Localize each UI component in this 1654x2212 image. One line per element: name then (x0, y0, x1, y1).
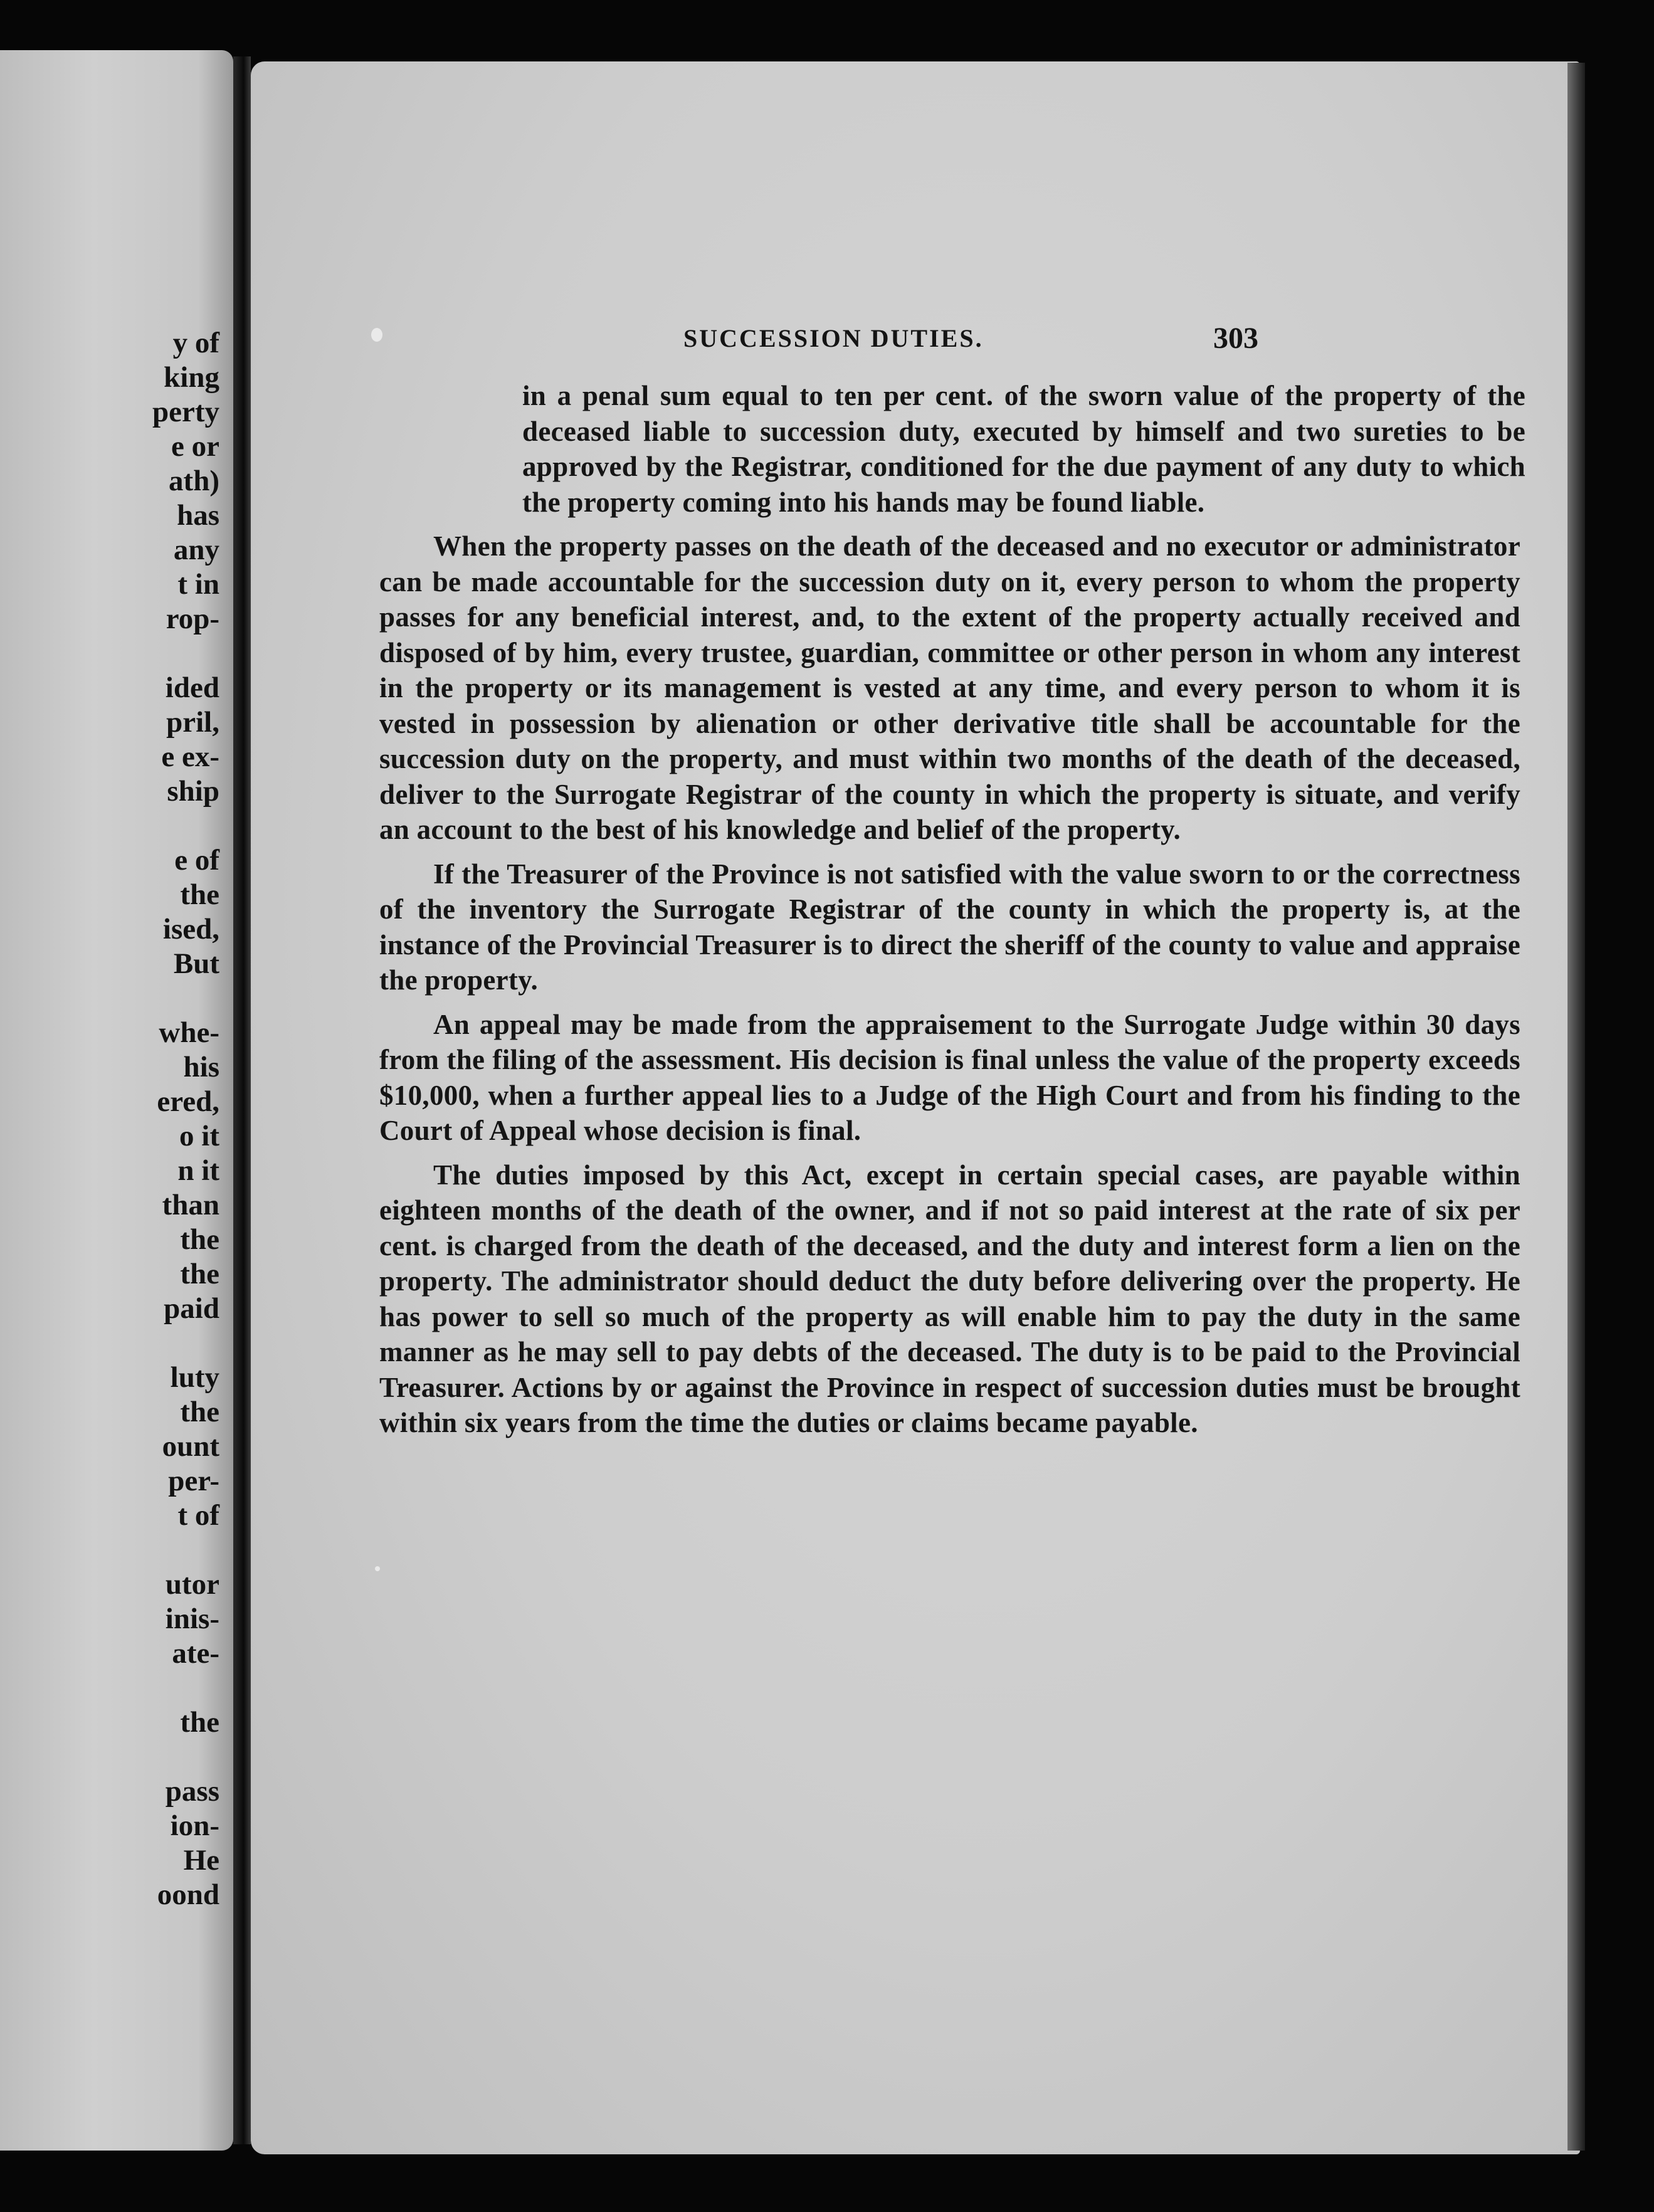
left-page-line-fragment: ath) (169, 465, 219, 497)
paragraph-duties-payable: The duties imposed by this Act, except in certain special cases, are payable within eighteen months of the death of the owner, and if not so paid interest at the rate of six per cent. is charged from the death of the deceased, and the duty and interest form a lien on the property. The administrator should deduct the duty before delivering over the property. He has power to sell so much of the property as will enable him to pay the duty in the same manner as he may sell to pay debts of the deceased. The duty is to be paid to the Provincial Treasurer. Actions by or against the Province in respect of succession duties must be brought within six years from the time the duties or claims became payable. (379, 1159, 1520, 1438)
running-head: SUCCESSION DUTIES. (683, 324, 984, 352)
left-page-line-fragment: than (162, 1189, 219, 1221)
paragraph-no-executor: When the property passes on the death of the deceased and no executor or administrator can be made accountable for the succession duty on it, every person to whom the property passes for any beneficial interest, and, to the extent of the property actually received and disposed of by him, every trustee, guardian, committee or other person in whom any interest in the property or its management is vested at any time, and every person to whom it is vested in possession by alienation or other derivative title shall be accountable for the succession duty on the property, and must within two months of the death of the deceased, deliver to the Surrogate Registrar of the county in which the property is situate, and verify an account to the best of his knowledge and belief of the property. (379, 530, 1520, 845)
left-page-line-fragment: rop- (166, 603, 219, 635)
page-header (251, 324, 1580, 361)
left-page-line-fragment: t in (177, 568, 219, 601)
left-page-line-fragment: any (173, 534, 219, 566)
left-page-line-fragment (6, 981, 219, 1016)
left-page-line-fragment (6, 1740, 219, 1774)
left-page-line-fragment: the (180, 1396, 219, 1428)
page-edge-shadow (1567, 63, 1585, 2151)
paragraph-treasurer: If the Treasurer of the Province is not satisfied with the value sworn to or the correctness of the inventory the Surrogate Registrar of the county in which the property is, at the instance of the Provincial Treasurer is to direct the sheriff of the county to value and appraise the property. (379, 858, 1520, 996)
left-page-line-fragment: paid (164, 1292, 219, 1325)
left-page-line-fragment: pril, (166, 706, 219, 739)
left-page-line-fragment (6, 1326, 219, 1361)
paragraph-appeal: An appeal may be made from the appraisement to the Surrogate Judge within 30 days from the filing of the assessment. His decision is final unless the value of the property exceeds $10,000, when a further appeal lies to a Judge of the High Court and from his finding to the Court of Appeal whose decision is final. (379, 1008, 1520, 1146)
left-page-line-fragment: ship (167, 775, 219, 808)
scan-speck (375, 1566, 380, 1571)
left-page-line-fragment: oond (157, 1878, 219, 1911)
left-page-line-fragment: He (183, 1844, 219, 1877)
left-page-line-fragment (6, 809, 219, 843)
page-body (379, 378, 1525, 1450)
left-page-line-fragment: n it (177, 1154, 219, 1187)
left-page-text-fragments (6, 326, 219, 1912)
book-gutter (233, 56, 251, 2144)
left-page-line-fragment: the (180, 1706, 219, 1739)
left-page-line-fragment (6, 1671, 219, 1705)
left-page-line-fragment: e or (171, 430, 219, 463)
left-page-line-fragment: king (164, 361, 219, 394)
right-page (251, 61, 1580, 2154)
left-page-line-fragment: ided (165, 672, 219, 704)
left-page-line-fragment: his (183, 1051, 219, 1083)
left-page-line-fragment: But (173, 947, 219, 980)
left-page-line-fragment: luty (170, 1361, 219, 1394)
left-page-line-fragment: ount (162, 1430, 219, 1463)
left-page-line-fragment: y of (172, 327, 219, 359)
page-number: 303 (1213, 322, 1258, 355)
left-page-line-fragment: perty (152, 396, 219, 428)
left-page-line-fragment: inis- (165, 1603, 219, 1635)
left-page-line-fragment: the (180, 1258, 219, 1290)
paragraph-continuation: in a penal sum equal to ten per cent. of the sworn value of the property of the deceased liable to succession duty, executed by himself and two sureties to be approved by the Registrar, conditioned for the due payment of any duty to which the property coming into his hands may be found liable. (522, 380, 1525, 518)
left-page-line-fragment: ised, (162, 913, 219, 945)
left-facing-page (0, 50, 233, 2151)
left-page-line-fragment: e of (174, 844, 219, 877)
left-page-line-fragment: ion- (170, 1809, 219, 1842)
left-page-line-fragment: per- (168, 1465, 219, 1497)
left-page-line-fragment: ered, (157, 1085, 219, 1118)
left-page-line-fragment: t of (177, 1499, 219, 1532)
left-page-line-fragment: e ex- (161, 740, 219, 773)
left-page-line-fragment: utor (165, 1568, 219, 1601)
left-page-line-fragment (6, 1533, 219, 1567)
left-page-line-fragment: the (180, 1223, 219, 1256)
left-page-line-fragment: whe- (159, 1016, 219, 1049)
left-page-line-fragment: the (180, 878, 219, 911)
left-page-line-fragment: ate- (172, 1637, 219, 1670)
left-page-line-fragment (6, 636, 219, 671)
left-page-line-fragment: pass (165, 1775, 219, 1808)
left-page-line-fragment: o it (179, 1120, 219, 1152)
scan-speck (371, 328, 382, 342)
left-page-line-fragment: has (177, 499, 219, 532)
